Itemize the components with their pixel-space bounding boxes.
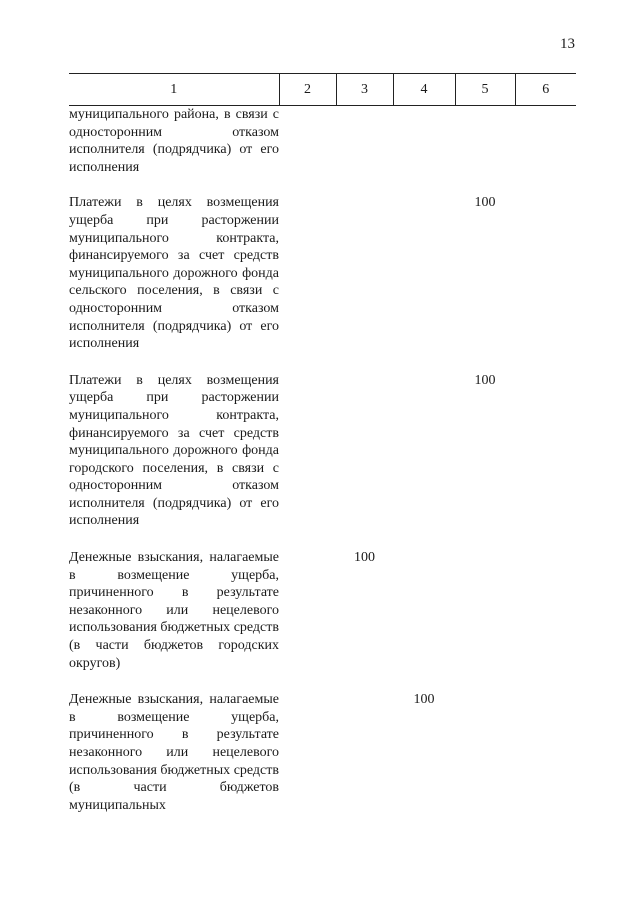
- row-value-col3: [336, 362, 393, 539]
- row-value-col6: [515, 362, 576, 539]
- column-header-5: 5: [455, 74, 515, 106]
- row-value-col2: [279, 184, 336, 361]
- row-value-col2: [279, 539, 336, 681]
- column-number-header-row: [69, 74, 576, 106]
- column-header-4: 4: [393, 74, 455, 106]
- row-value-col6: [515, 106, 576, 185]
- table-row: [69, 681, 576, 823]
- column-header-6: 6: [515, 74, 576, 106]
- row-value-col5: [455, 539, 515, 681]
- table-row: [69, 106, 576, 185]
- row-description: Денежные взыскания, налагаемые в возмещение ущерба, причиненного в результате незаконного или нецелевого использования бюджетных средств (в части бюджетов муниципальных: [69, 692, 279, 813]
- row-value-col2: [279, 106, 336, 185]
- row-value-col6: [515, 184, 576, 361]
- row-value-col3: 100: [354, 550, 375, 566]
- table-row: [69, 184, 576, 361]
- row-description: Денежные взыскания, налагаемые в возмещение ущерба, причиненного в результате незаконного или нецелевого использования бюджетных средств (в части бюджетов городских округов): [69, 550, 279, 671]
- row-value-col3: [336, 681, 393, 823]
- row-description: Платежи в целях возмещения ущерба при расторжении муниципального контракта, финансируемого за счет средств муниципального дорожного фонда сельского поселения, в связи с односторонним отказом исполнителя (подрядчика) от его исполнения: [69, 195, 279, 352]
- row-value-col5: [455, 681, 515, 823]
- row-value-col6: [515, 681, 576, 823]
- row-value-col4: [393, 184, 455, 361]
- row-description: муниципального района, в связи с односторонним отказом исполнителя (подрядчика) от его исполнения: [69, 107, 279, 175]
- page-number: 13: [560, 36, 575, 52]
- row-value-col3: [336, 106, 393, 185]
- row-value-col5: [455, 106, 515, 185]
- table-row: [69, 539, 576, 681]
- row-value-col2: [279, 681, 336, 823]
- row-value-col4: [393, 362, 455, 539]
- column-header-3: 3: [336, 74, 393, 106]
- row-value-col6: [515, 539, 576, 681]
- row-value-col2: [279, 362, 336, 539]
- revenue-distribution-table: [69, 73, 576, 823]
- column-header-2: 2: [279, 74, 336, 106]
- row-value-col3: [336, 184, 393, 361]
- row-value-col4: [393, 539, 455, 681]
- column-header-1: 1: [69, 74, 279, 106]
- row-description: Платежи в целях возмещения ущерба при расторжении муниципального контракта, финансируемого за счет средств муниципального дорожного фонда городского поселения, в связи с односторонним отказом исполнителя (подрядчика) от его исполнения: [69, 372, 279, 529]
- table-row: [69, 362, 576, 539]
- row-value-col4: 100: [413, 692, 435, 708]
- row-value-col4: [393, 106, 455, 185]
- row-value-col5: 100: [474, 372, 496, 388]
- row-value-col5: 100: [474, 195, 496, 211]
